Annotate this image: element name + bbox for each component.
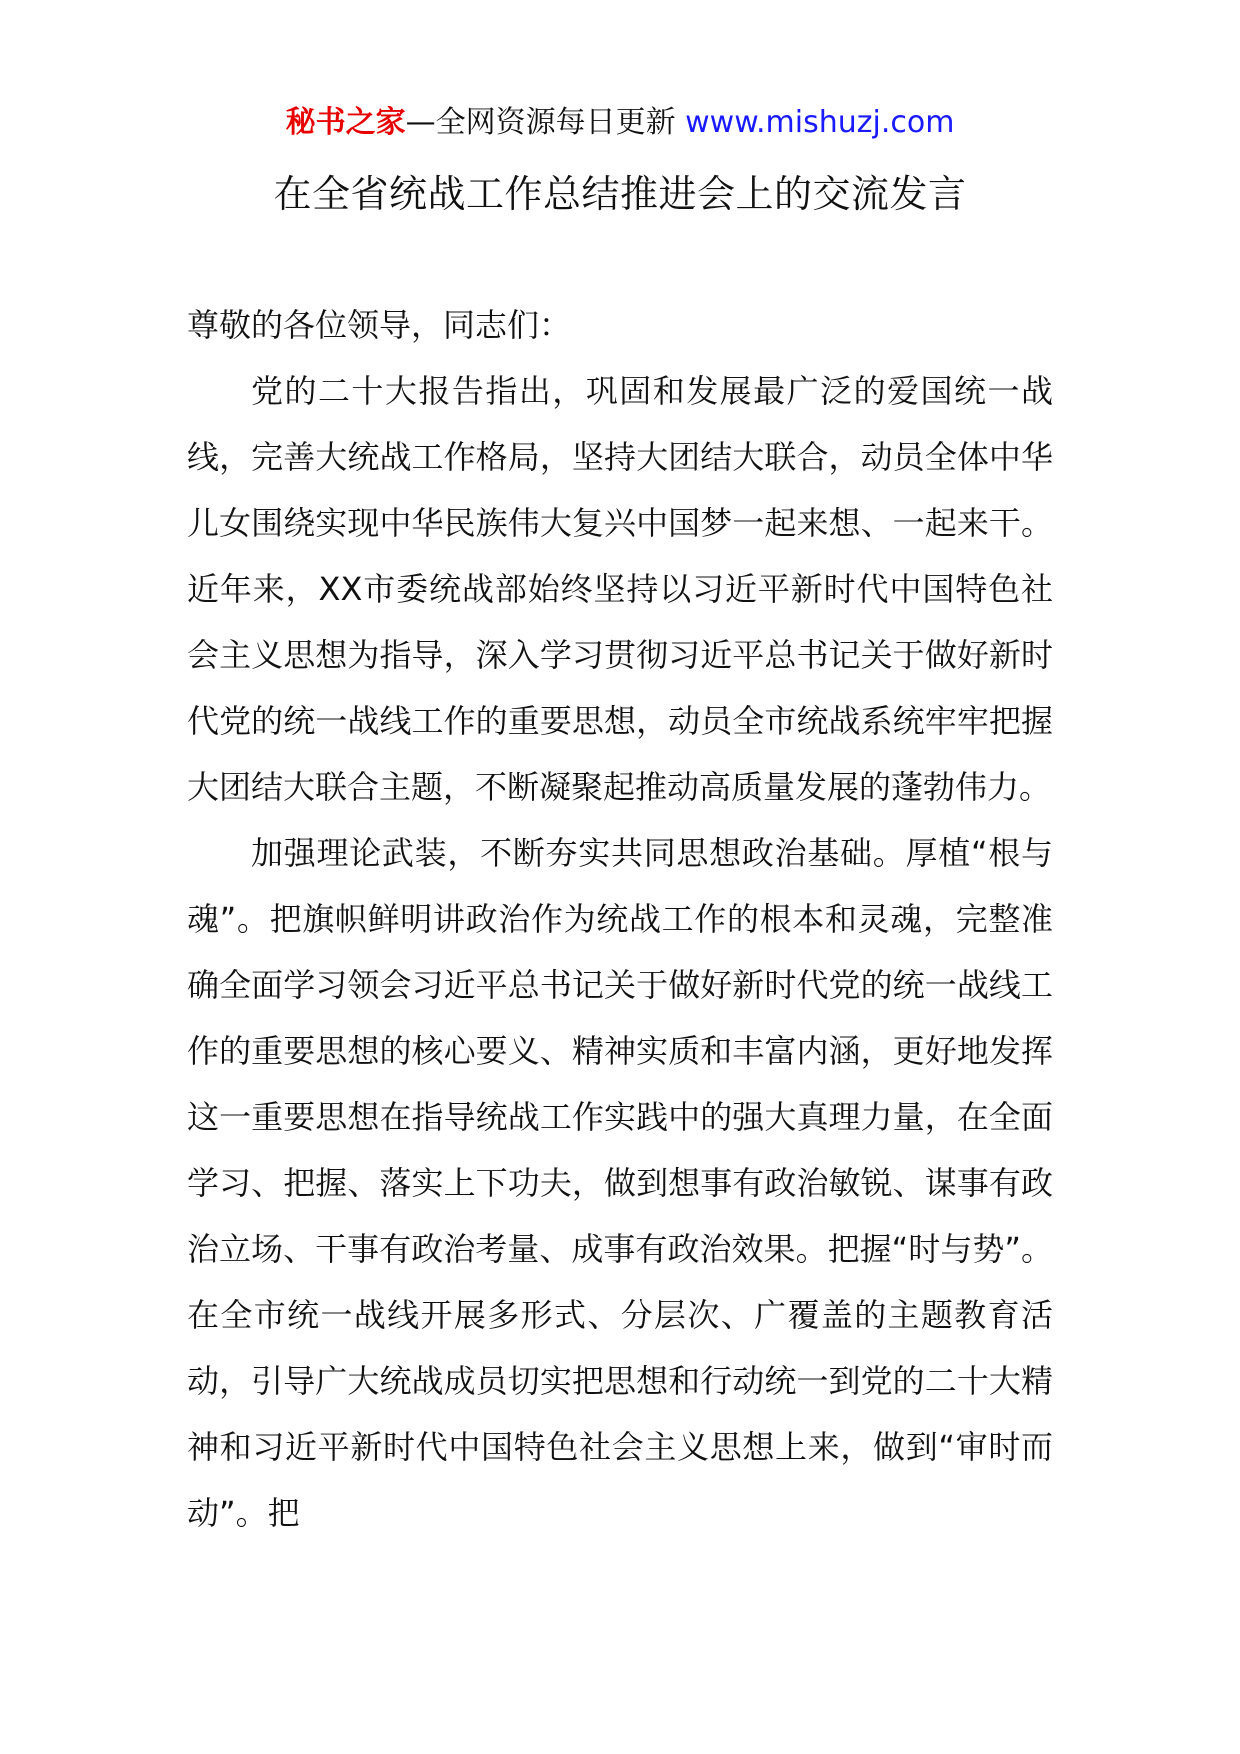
site-brand: 秘书之家 <box>285 105 406 140</box>
site-tagline: —全网资源每日更新 <box>405 105 686 140</box>
paragraph-1: 党的二十大报告指出，巩固和发展最广泛的爱国统一战线，完善大统战工作格局，坚持大团结大联合，动员全体中华儿女围绕实现中华民族伟大复兴中国梦一起来想、一起来干。近年来，XX市委统战部始终坚持以习近平新时代中国特色社会主义思想为指导，深入学习贯彻习近平总书记关于做好新时代党的统一战线工作的重要思想，动员全市统战系统牢牢把握大团结大联合主题，不断凝聚起推动高质量发展的蓬勃伟力。 <box>187 372 1053 806</box>
salutation: 尊敬的各位领导，同志们： <box>187 306 572 344</box>
document-body <box>187 292 1053 1546</box>
document-title: 在全省统战工作总结推进会上的交流发言 <box>273 172 967 216</box>
paragraph-2: 加强理论武装，不断夯实共同思想政治基础。厚植“根与魂”。把旗帜鲜明讲政治作为统战工作的根本和灵魂，完整准确全面学习领会习近平总书记关于做好新时代党的统一战线工作的重要思想的核心要义、精神实质和丰富内涵，更好地发挥这一重要思想在指导统战工作实践中的强大真理力量，在全面学习、把握、落实上下功夫，做到想事有政治敏锐、谋事有政治立场、干事有政治考量、成事有政治效果。把握“时与势”。在全市统一战线开展多形式、分层次、广覆盖的主题教育活动，引导广大统战成员切实把思想和行动统一到党的二十大精神和习近平新时代中国特色社会主义思想上来，做到“审时而动”。把 <box>187 834 1053 1532</box>
site-url-link[interactable]: www.mishuzj.com <box>685 105 955 140</box>
site-header <box>0 100 1240 146</box>
